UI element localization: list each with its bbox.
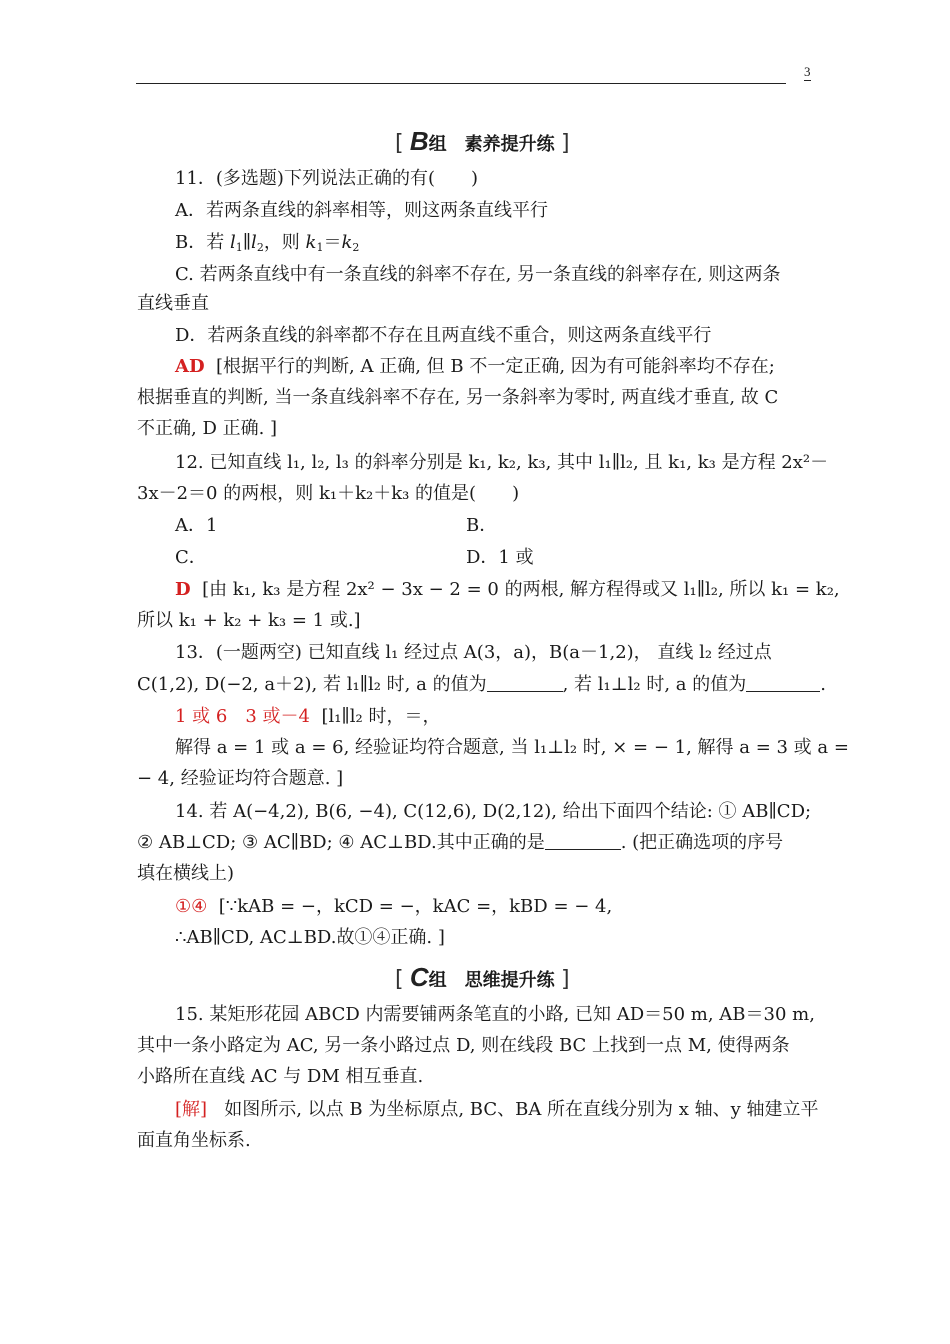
q13-explanation-2: 解得 a = 1 或 a = 6, 经验证均符合题意, 当 l₁⊥l₂ 时, × = − 1, 解得 a = 3 或 a = xyxy=(175,737,849,758)
q11-explanation-2: 根据垂直的判断, 当一条直线斜率不存在, 另一条斜率为零时, 两直线才垂直, 故 C xyxy=(137,387,779,408)
q14-answer: ①④ xyxy=(175,896,208,917)
q12-stem-line1: 12. 已知直线 l₁, l₂, l₃ 的斜率分别是 k₁, k₂, k₃, 其中 l₁∥l₂, 且 k₁, k₃ 是方程 2x²－ xyxy=(175,452,829,473)
q11-option-c-line1: C. 若两条直线中有一条直线的斜率不存在, 另一条直线的斜率存在, 则这两条 xyxy=(175,264,781,285)
q12-answer-line xyxy=(175,578,840,602)
q13-stem-line2: C(1,2), D(−2, a＋2), 若 l₁∥l₂ 时, a 的值为 , 若 l₁⊥l₂ 时, a 的值为 . xyxy=(137,674,826,695)
q13-stem-line1: 13．(一题两空) 已知直线 l₁ 经过点 A(3，a)，B(a－1,2)， 直线 l₂ 经过点 xyxy=(175,642,772,663)
q13-answer: 1 或 6 3 或－4 xyxy=(175,706,310,727)
q15-solution-text-1: 如图所示, 以点 B 为坐标原点, BC、BA 所在直线分别为 x 轴、y 轴建立平 xyxy=(224,1099,819,1120)
q12-answer: D xyxy=(175,579,191,600)
group-b-header xyxy=(395,126,570,157)
q13-explanation-1: [l₁∥l₂ 时，＝， xyxy=(321,706,441,727)
q14-explanation-2: ∴AB∥CD, AC⊥BD.故①④正确. ] xyxy=(175,927,445,948)
q11-option-d: D．若两条直线的斜率都不存在且两直线不重合，则这两条直线平行 xyxy=(175,325,712,346)
q11-explanation-1: [根据平行的判断, A 正确, 但 B 不一定正确, 因为有可能斜率均不存在; xyxy=(216,356,775,377)
q12-option-c: C． xyxy=(175,547,207,568)
q15-stem-line3: 小路所在直线 AC 与 DM 相互垂直. xyxy=(137,1066,424,1087)
q13-explanation-3: − 4, 经验证均符合题意. ] xyxy=(137,768,344,789)
q14-stem-line3: 填在横线上) xyxy=(137,863,235,884)
q15-stem-line1: 15. 某矩形花园 ABCD 内需要铺两条笔直的小路, 已知 AD＝50 m, AB＝30 m, xyxy=(175,1004,815,1025)
bracket-open: [ xyxy=(395,967,404,992)
q15-stem-line2: 其中一条小路定为 AC, 另一条小路过点 D, 则在线段 BC 上找到一点 M, 使得两条 xyxy=(137,1035,790,1056)
bracket-close: ] xyxy=(560,967,570,992)
q11-option-b: B．若 $l_1\parallel l_2$，则 $k_1=k_2$ xyxy=(175,232,360,254)
group-c-header xyxy=(395,962,570,993)
q11-answer: AD xyxy=(175,356,205,377)
q12-stem-line2: 3x－2＝0 的两根，则 k₁＋k₂＋k₃ 的值是( ) xyxy=(137,483,520,504)
q15-solution-line2: 面直角坐标系. xyxy=(137,1130,251,1151)
page-number: 3 xyxy=(804,64,811,79)
q11-option-c-line2: 直线垂直 xyxy=(137,293,209,314)
q13-blank-1[interactable] xyxy=(487,675,563,692)
q11-explanation-3: 不正确, D 正确. ] xyxy=(137,418,278,439)
q12-option-b: B． xyxy=(466,515,498,536)
group-letter: C xyxy=(409,962,429,992)
q13-answer-line xyxy=(175,705,440,729)
q15-solution-line1 xyxy=(175,1098,819,1122)
q12-option-a: A．1 xyxy=(175,515,218,536)
group-letter: B xyxy=(409,126,429,156)
q12-explanation-2: 所以 k₁ + k₂ + k₃ = 1 或.] xyxy=(137,610,361,631)
q14-explanation-1: [∵kAB = −，kCD = −，kAC =，kBD = − 4, xyxy=(218,896,613,917)
q13-blank-2[interactable] xyxy=(746,675,820,692)
q12-option-d: D．1 或 xyxy=(466,547,534,568)
q11-answer-line xyxy=(175,355,775,379)
q14-stem-line1: 14. 若 A(−4,2), B(6, −4), C(12,6), D(2,12), 给出下面四个结论: ① AB∥CD; xyxy=(175,801,812,822)
q14-blank[interactable] xyxy=(545,833,621,850)
q11-option-a: A．若两条直线的斜率相等，则这两条直线平行 xyxy=(175,200,548,221)
q15-solution-label: [解] xyxy=(175,1099,208,1120)
q14-stem-line2: ② AB⊥CD; ③ AC∥BD; ④ AC⊥BD.其中正确的是 . (把正确选项的序号 xyxy=(137,832,784,853)
header-rule xyxy=(136,83,786,84)
q11-stem: 11．(多选题)下列说法正确的有( ) xyxy=(175,168,478,189)
group-title: 组 思维提升练 xyxy=(428,970,555,991)
q14-answer-line xyxy=(175,895,612,919)
bracket-open: [ xyxy=(395,131,404,156)
group-title: 组 素养提升练 xyxy=(428,134,555,155)
q12-explanation-1: [由 k₁, k₃ 是方程 2x² − 3x − 2 = 0 的两根, 解方程得或又 l₁∥l₂, 所以 k₁ = k₂, xyxy=(202,579,840,600)
bracket-close: ] xyxy=(560,131,570,156)
